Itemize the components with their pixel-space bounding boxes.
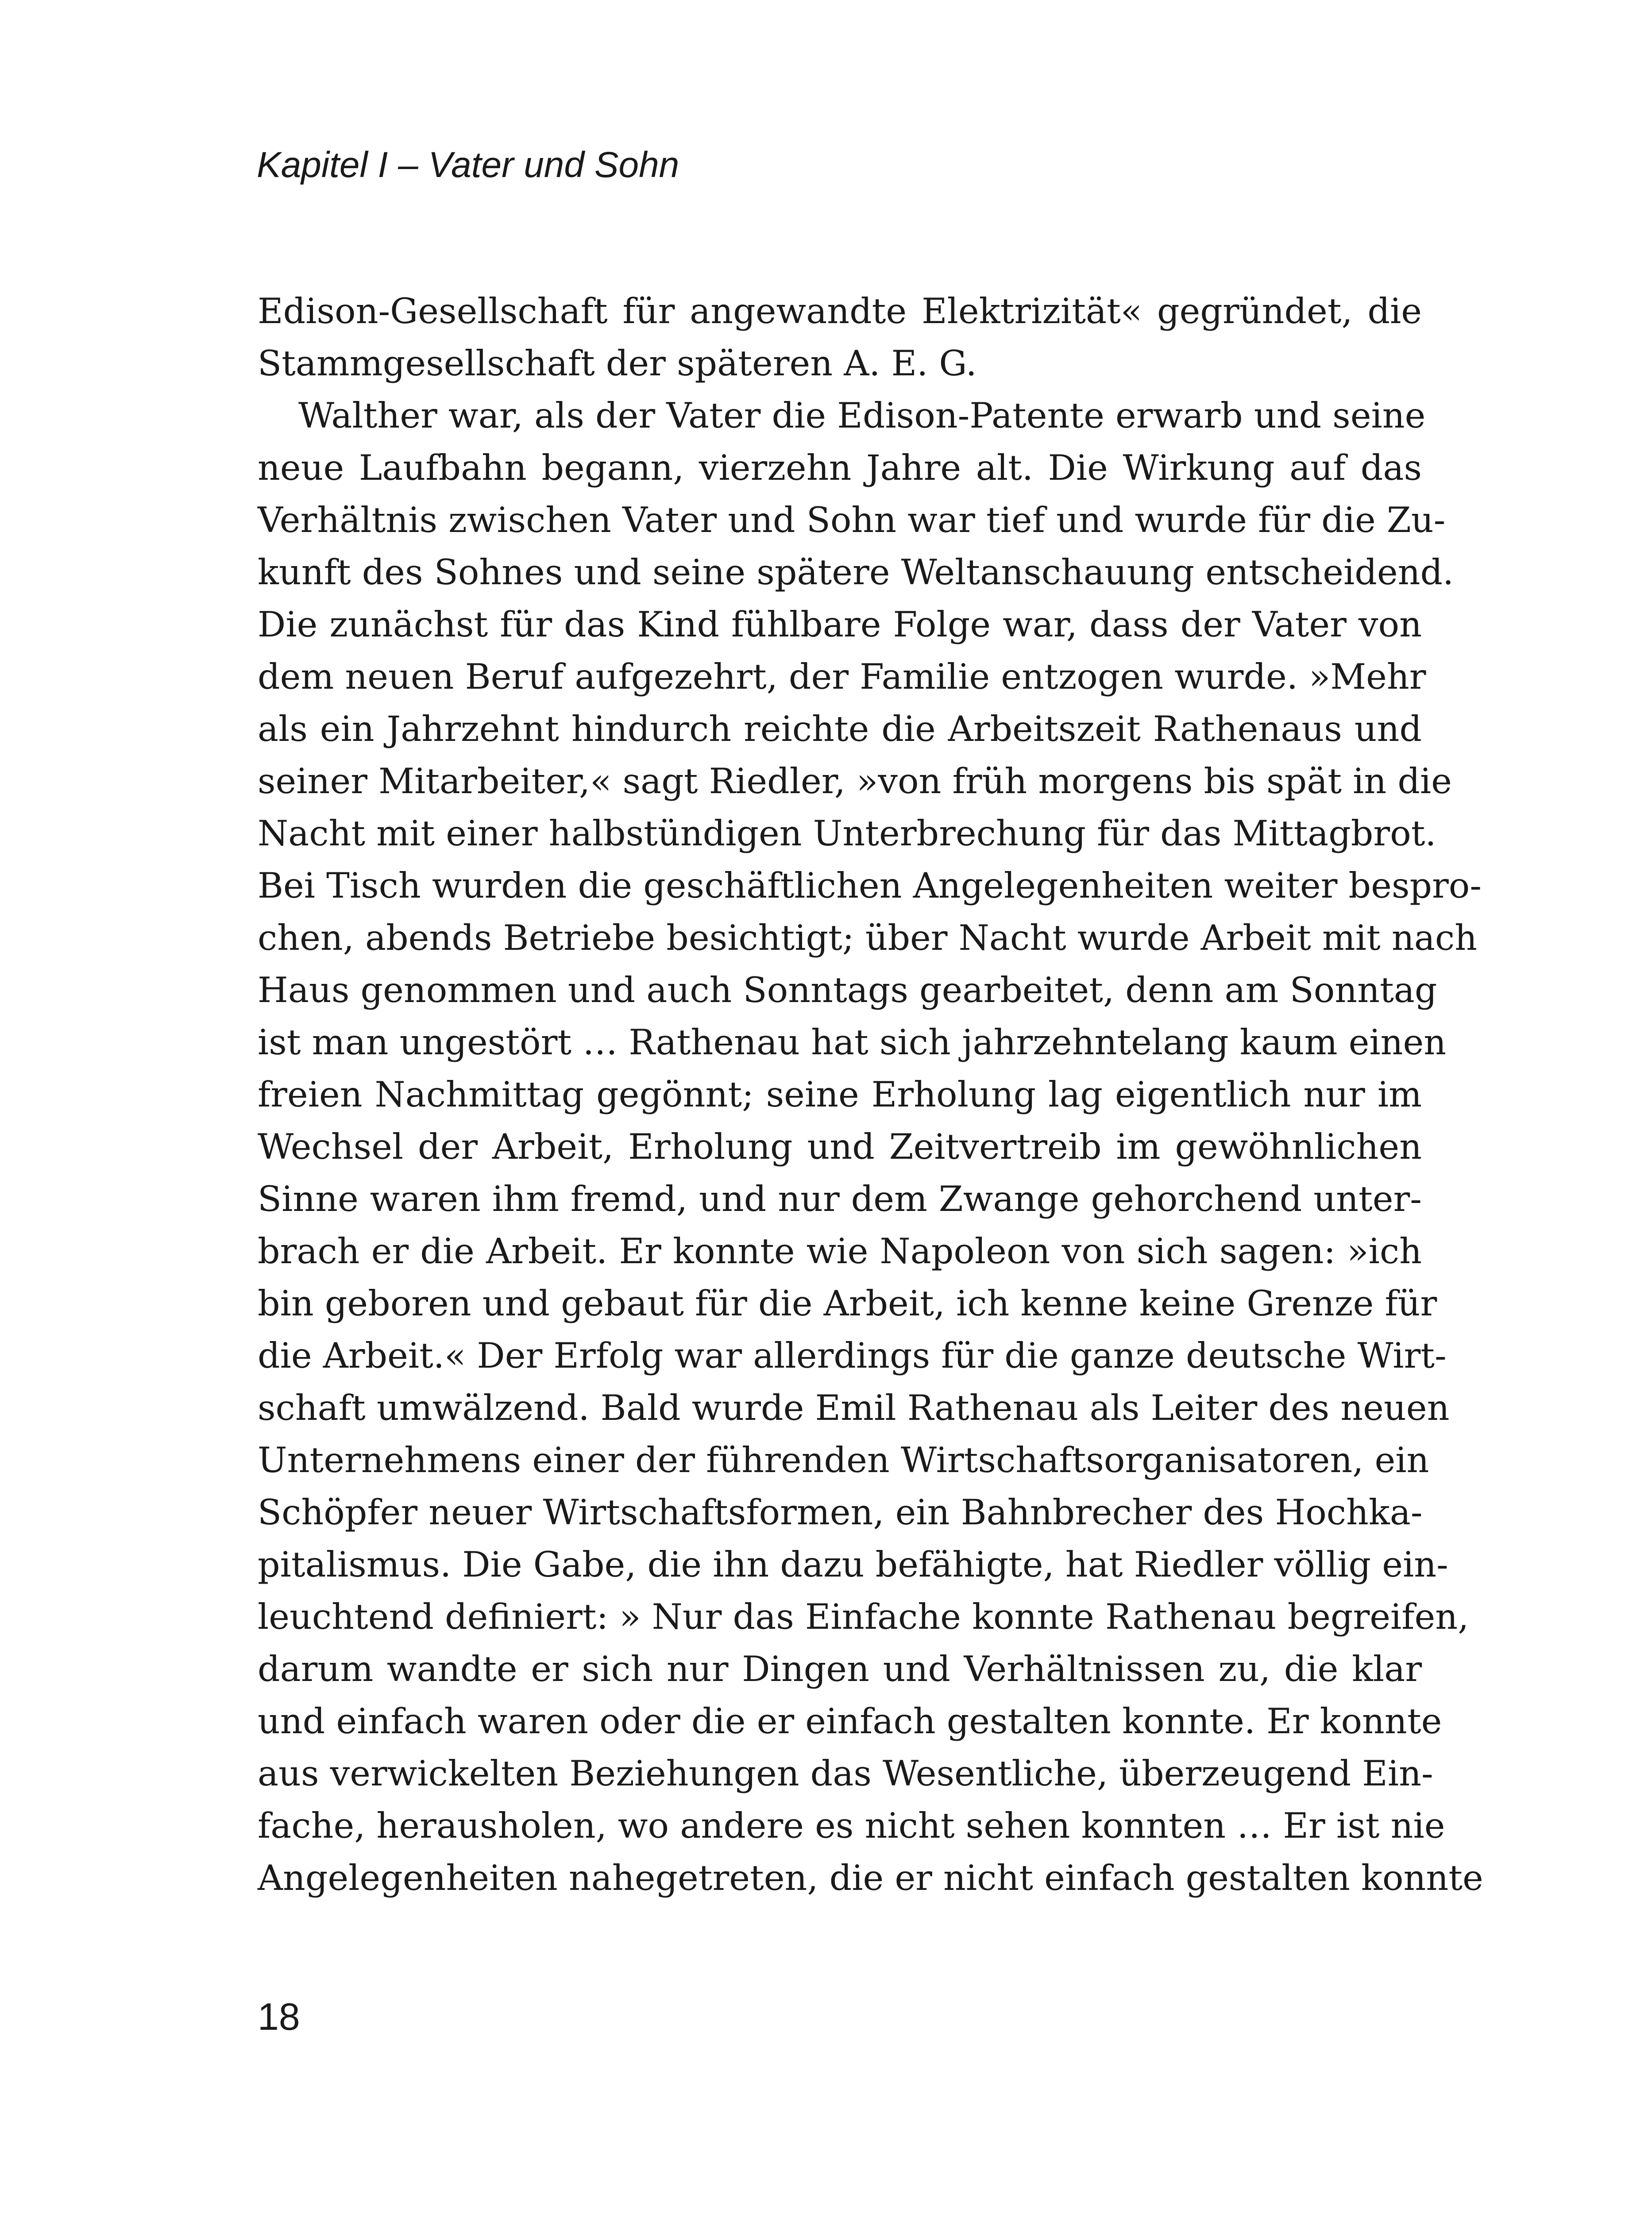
- text-line: fache, herausholen, wo andere es nicht sehen konnten … Er ist nie: [258, 1805, 1445, 1846]
- text-line: darum wandte er sich nur Dingen und Verhältnissen zu, die klar: [258, 1649, 1422, 1689]
- text-line: als ein Jahrzehnt hindurch reichte die Arbeitszeit Rathenaus und: [258, 709, 1422, 749]
- text-line: Bei Tisch wurden die geschäftlichen Angelegenheiten weiter bespro-: [258, 865, 1482, 906]
- text-line: leuchtend definiert: » Nur das Einfache konnte Rathenau begreifen,: [258, 1596, 1469, 1637]
- text-line: Nacht mit einer halbstündigen Unterbrechung für das Mittagbrot.: [258, 813, 1436, 854]
- text-line: aus verwickelten Beziehungen das Wesentliche, überzeugend Ein-: [258, 1753, 1433, 1794]
- text-line: brach er die Arbeit. Er konnte wie Napoleon von sich sagen: »ich: [258, 1231, 1422, 1272]
- text-line: Sinne waren ihm fremd, und nur dem Zwange gehorchend unter-: [258, 1179, 1422, 1219]
- text-line: Schöpfer neuer Wirtschaftsformen, ein Bahnbrecher des Hochka-: [258, 1492, 1423, 1533]
- running-header: Kapitel I – Vater und Sohn: [257, 145, 679, 185]
- text-line: Edison-Gesellschaft für angewandte Elektrizität« gegründet, die: [258, 291, 1422, 332]
- body-text: [258, 285, 1483, 1904]
- text-line: ist man ungestört … Rathenau hat sich jahrzehntelang kaum einen: [258, 1022, 1447, 1063]
- text-line: schaft umwälzend. Bald wurde Emil Rathenau als Leiter des neuen: [258, 1388, 1450, 1428]
- text-line: Unternehmens einer der führenden Wirtschaftsorganisatoren, ein: [258, 1440, 1429, 1480]
- text-line: Die zunächst für das Kind fühlbare Folge war, dass der Vater von: [258, 604, 1422, 645]
- text-line: neue Laufbahn begann, vierzehn Jahre alt. Die Wirkung auf das: [258, 447, 1422, 488]
- text-line: dem neuen Beruf aufgezehrt, der Familie entzogen wurde. »Mehr: [258, 656, 1426, 697]
- text-line: seiner Mitarbeiter,« sagt Riedler, »von früh morgens bis spät in die: [258, 761, 1452, 802]
- text-line: die Arbeit.« Der Erfolg war allerdings für die ganze deutsche Wirt-: [258, 1335, 1447, 1376]
- text-line: und einfach waren oder die er einfach gestalten konnte. Er konnte: [258, 1701, 1442, 1742]
- text-line: Haus genommen und auch Sonntags gearbeitet, denn am Sonntag: [258, 970, 1437, 1010]
- text-line: freien Nachmittag gegönnt; seine Erholung lag eigentlich nur im: [258, 1074, 1422, 1115]
- text-line: pitalismus. Die Gabe, die ihn dazu befähigte, hat Riedler völlig ein-: [258, 1544, 1448, 1585]
- text-line: Verhältnis zwischen Vater und Sohn war tief und wurde für die Zu-: [258, 500, 1446, 540]
- text-line: Walther war, als der Vater die Edison-Patente erwarb und seine: [298, 395, 1426, 436]
- page-number: 18: [258, 1996, 300, 2038]
- text-line: bin geboren und gebaut für die Arbeit, ich kenne keine Grenze für: [258, 1283, 1437, 1324]
- text-line: chen, abends Betriebe besichtigt; über Nacht wurde Arbeit mit nach: [258, 918, 1477, 958]
- text-line: Angelegenheiten nahegetreten, die er nicht einfach gestalten konnte: [258, 1858, 1483, 1898]
- text-line: Stammgesellschaft der späteren A. E. G.: [258, 343, 977, 384]
- text-line: kunft des Sohnes und seine spätere Weltanschauung entscheidend.: [258, 552, 1454, 593]
- text-line: Wechsel der Arbeit, Erholung und Zeitvertreib im gewöhnlichen: [258, 1126, 1422, 1167]
